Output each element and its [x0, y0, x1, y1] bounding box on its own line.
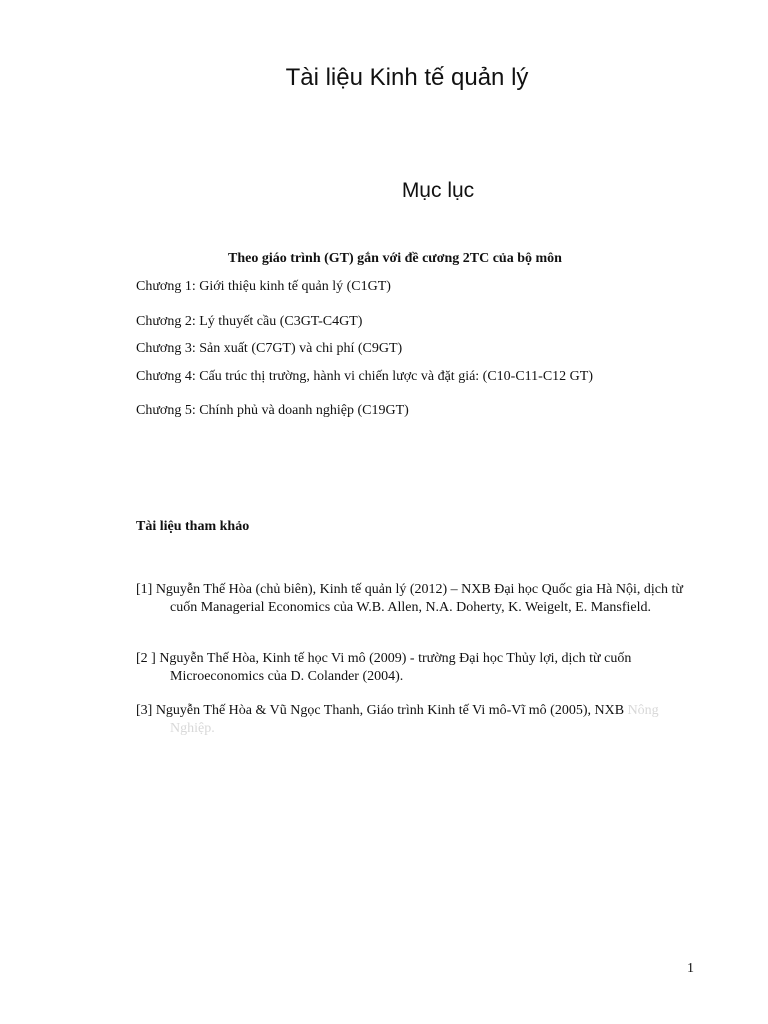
- reference-3-faded-text: Nông Nghiệp.: [170, 703, 659, 736]
- page-number: 1: [687, 961, 694, 976]
- chapter-5: Chương 5: Chính phủ và doanh nghiệp (C19GT): [136, 403, 409, 418]
- toc-subtitle: Theo giáo trình (GT) gắn với đề cương 2TC của bộ môn: [228, 251, 562, 266]
- chapter-1: Chương 1: Giới thiệu kinh tế quản lý (C1GT): [136, 279, 391, 294]
- references-heading: Tài liệu tham khảo: [136, 519, 250, 534]
- reference-3: [136, 702, 700, 738]
- document-title: Tài liệu Kinh tế quản lý: [285, 64, 529, 91]
- reference-1: [1] Nguyễn Thế Hòa (chủ biên), Kinh tế quản lý (2012) – NXB Đại học Quốc gia Hà Nội, dịch từ cuốn Managerial Economics của W.B. Allen, N.A. Doherty, K. Weigelt, E. Mansfield.: [136, 582, 683, 615]
- chapter-2: Chương 2: Lý thuyết cầu (C3GT-C4GT): [136, 314, 363, 329]
- chapter-3: Chương 3: Sản xuất (C7GT) và chi phí (C9GT): [136, 341, 403, 356]
- chapter-4: Chương 4: Cấu trúc thị trường, hành vi chiến lược và đặt giá: (C10-C11-C12 GT): [136, 369, 593, 384]
- reference-3-text: [3] Nguyễn Thế Hòa & Vũ Ngọc Thanh, Giáo trình Kinh tế Vi mô-Vĩ mô (2005), NXB: [136, 703, 625, 718]
- reference-2: [2 ] Nguyễn Thế Hòa, Kinh tế học Vi mô (2009) - trường Đại học Thủy lợi, dịch từ cuốn Microeconomics của D. Colander (2004).: [136, 651, 632, 684]
- table-of-contents-heading: Mục lục: [401, 179, 475, 202]
